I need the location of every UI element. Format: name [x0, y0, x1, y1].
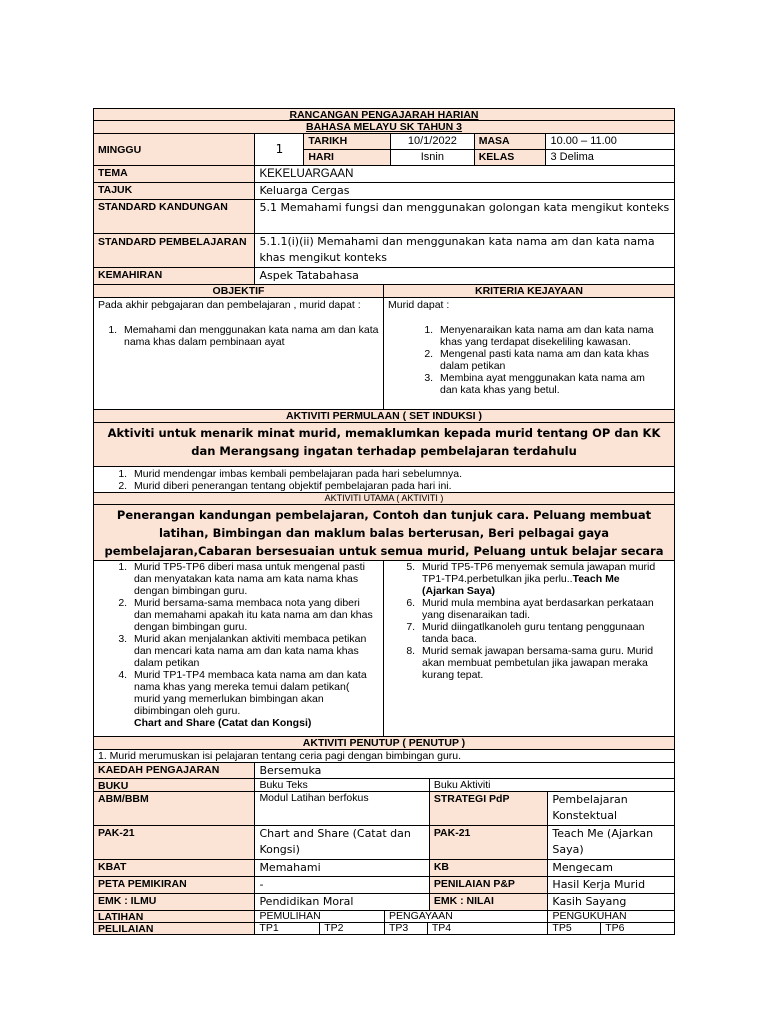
tp6-cell: TP6 [605, 923, 625, 934]
emk-nilai-label: EMK : NILAI [430, 894, 549, 910]
utama-item [418, 561, 664, 597]
strategi-label: STRATEGI PdP [430, 792, 549, 825]
kaedah-value: Bersemuka [259, 764, 322, 777]
objektif-content [94, 298, 384, 409]
kemahiran-row [93, 268, 675, 285]
tajuk-label: TAJUK [94, 183, 255, 199]
kriteria-item: 3. Membina ayat menggunakan kata nama am dan kata khas yang betul. [436, 372, 664, 396]
permulaan-list [98, 468, 670, 492]
lesson-plan-sheet [93, 108, 675, 935]
permulaan-header-row [93, 410, 675, 423]
kelas-value: 3 Delima [550, 151, 594, 163]
kriteria-list [388, 324, 670, 396]
title-row [93, 108, 675, 121]
kemahiran-label: KEMAHIRAN [94, 268, 255, 284]
pelilaian-row [93, 923, 675, 935]
utama-left-cell [94, 561, 384, 736]
pak21-value-2: Teach Me (Ajarkan Saya) [552, 827, 654, 856]
emk-nilai-value: Kasih Sayang [552, 895, 627, 908]
kelas-label: KELAS [475, 150, 547, 165]
utama-item: 8. Murid semak jawapan bersama-sama guru. Murid akan membuat pembetulan jika jawapan meraka kurang tepat. [418, 645, 664, 681]
peta-row [93, 877, 675, 894]
masa-label: MASA [475, 134, 547, 149]
objektif-list [98, 324, 379, 348]
tema-row [93, 166, 675, 183]
kb-label: KB [430, 860, 549, 876]
utama-right-cell [384, 561, 674, 736]
penutup-row [93, 750, 675, 763]
emk-ilmu-label: EMK : ILMU [94, 894, 255, 910]
pengukuhan-cell: PENGUKUHAN [552, 911, 627, 922]
tajuk-value: Keluarga Cergas [259, 184, 350, 197]
kriteria-intro: Murid dapat : [388, 299, 450, 311]
utama-item-text: Murid TP5-TP6 menyemak semula jawapan murid TP1-TP4.perbetulkan jika perlu.. [422, 561, 656, 585]
pak21-row [93, 826, 675, 860]
plan-subtitle: BAHASA MELAYU SK TAHUN 3 [94, 121, 674, 133]
tema-value: KEKELUARGAAN [259, 168, 354, 180]
utama-right-list [388, 561, 670, 681]
utama-item: 6. Murid mula membina ayat berdasarkan perkataan yang disenaraikan tadi. [418, 597, 664, 621]
objektif-heading: OBJEKTIF [94, 285, 384, 297]
kb-value: Mengecam [552, 861, 613, 874]
utama-header-row [93, 493, 675, 505]
penutup-text: 1. Murid merumuskan isi pelajaran tentang ceria pagi dengan bimbingan guru. [98, 750, 462, 762]
utama-item [130, 669, 375, 729]
tp3-cell: TP3 [385, 923, 428, 934]
minggu-value: 1 [255, 134, 304, 165]
permulaan-list-cell [94, 467, 674, 492]
penutup-header-row [93, 737, 675, 750]
subtitle-row [93, 121, 675, 134]
tp2-cell: TP2 [320, 923, 385, 934]
tarikh-value: 10/1/2022 [391, 134, 475, 149]
tp4-cell: TP4 [428, 923, 549, 934]
pemulihan-cell: PEMULIHAN [255, 911, 385, 922]
kemahiran-value: Aspek Tatabahasa [259, 269, 359, 282]
utama-item: 2. Murid bersama-sama membaca nota yang diberi dan memahami apakah itu kata nama am dan khas dengan bimbingan guru. [130, 597, 375, 633]
standard-kandungan-label: STANDARD KANDUNGAN [94, 200, 255, 233]
permulaan-item: 1. Murid mendengar imbas kembali pembelajaran pada hari sebelumnya. [130, 468, 670, 480]
utama-desc-row [93, 505, 675, 561]
kbat-value: Memahami [255, 860, 429, 876]
tp5-cell: TP5 [548, 923, 601, 934]
emk-ilmu-value: Pendidikan Moral [255, 894, 429, 910]
latihan-label: LATIHAN [94, 911, 255, 922]
pelilaian-label: PELILAIAN [94, 923, 255, 934]
kriteria-item: 1. Menyenaraikan kata nama am dan kata nama khas yang terdapat disekeliling kawasan. [436, 324, 664, 348]
kriteria-content [384, 298, 674, 409]
buku-label: BUKU [94, 779, 255, 791]
penilaian-label: PENILAIAN P&P [430, 877, 549, 893]
masa-value: 10.00 – 11.00 [550, 135, 617, 147]
utama-description: Penerangan kandungan pembelajaran, Contoh dan tunjuk cara. Peluang membuat latihan, Bimbingan dan maklum balas berterusan, Beri pelbagai gaya pembelajaran,Cabaran bersesuaian untuk semua murid, Peluang untuk belajar secara [94, 505, 674, 560]
minggu-label: MINGGU [94, 134, 255, 165]
teach-me-label: Teach Me (Ajarkan Saya) [422, 573, 620, 597]
standard-kandungan-row [93, 200, 675, 234]
standard-pembelajaran-value: 5.1.1(i)(ii) Memahami dan menggunakan kata nama am dan kata nama khas mengikut konteks [259, 235, 655, 264]
plan-title: RANCANGAN PENGAJARAH HARIAN [94, 109, 674, 120]
minggu-row [93, 134, 675, 166]
latihan-row [93, 911, 675, 923]
standard-pembelajaran-label: STANDARD PEMBELAJARAN [94, 234, 255, 267]
peta-value: - [255, 877, 429, 893]
emk-row [93, 894, 675, 911]
permulaan-desc-row [93, 423, 675, 467]
kbat-row [93, 860, 675, 877]
buku-teks: Buku Teks [255, 779, 429, 791]
kaedah-row [93, 763, 675, 779]
permulaan-item: 2. Murid diberi penerangan tentang objektif pembelajaran pada hari ini. [130, 480, 670, 492]
objektif-header-row [93, 285, 675, 298]
utama-item-text: Murid TP1-TP4 membaca kata nama am dan kata nama khas yang mereka temui dalam petikan( murid yang memerlukan bimbingan akan dibimbingan oleh guru. [134, 669, 367, 717]
standard-pembelajaran-row [93, 234, 675, 268]
pak21-label: PAK-21 [94, 826, 255, 859]
pengayaan-cell: PENGAYAAN [385, 911, 548, 922]
penutup-heading: AKTIVITI PENUTUP ( PENUTUP ) [94, 737, 674, 749]
tema-label: TEMA [94, 166, 255, 182]
buku-aktiviti: Buku Aktiviti [433, 779, 491, 791]
kaedah-label: KAEDAH PENGAJARAN [94, 763, 255, 778]
strategi-value: Pembelajaran Konstektual [552, 793, 628, 822]
objektif-content-row [93, 298, 675, 410]
pak21-label-2: PAK-21 [430, 826, 549, 859]
kriteria-heading: KRITERIA KEJAYAAN [384, 285, 674, 297]
pak21-value: Chart and Share (Catat dan Kongsi) [255, 826, 429, 859]
buku-row [93, 779, 675, 792]
abm-value: Modul Latihan berfokus [255, 792, 429, 825]
hari-value: Isnin [391, 150, 475, 165]
kriteria-item: 2. Mengenal pasti kata nama am dan kata khas dalam petikan [436, 348, 664, 372]
peta-label: PETA PEMIKIRAN [94, 877, 255, 893]
kbat-label: KBAT [94, 860, 255, 876]
permulaan-list-row [93, 467, 675, 493]
objektif-item: 1. Memahami dan menggunakan kata nama am dan kata nama khas dalam pembinaan ayat [120, 324, 379, 348]
abm-row [93, 792, 675, 826]
date-grid [304, 134, 674, 165]
utama-heading: AKTIVITI UTAMA ( AKTIVITI ) [94, 493, 674, 504]
hari-label: HARI [304, 150, 391, 165]
utama-content-row [93, 561, 675, 737]
standard-kandungan-value: 5.1 Memahami fungsi dan menggunakan golongan kata mengikut konteks [259, 201, 670, 214]
utama-item: 7. Murid diingatlkanoleh guru tentang penggunaan tanda baca. [418, 621, 664, 645]
objektif-intro: Pada akhir pebgajaran dan pembelajaran , murid dapat : [98, 299, 361, 311]
chart-and-share-label: Chart and Share (Catat dan Kongsi) [134, 717, 312, 729]
utama-left-list [98, 561, 379, 729]
permulaan-description: Aktiviti untuk menarik minat murid, memaklumkan kepada murid tentang OP dan KK dan Merangsang ingatan terhadap pembelajaran terdahulu [94, 423, 674, 466]
tarikh-label: TARIKH [304, 134, 391, 149]
abm-label: ABM/BBM [94, 792, 255, 825]
penilaian-value: Hasil Kerja Murid [552, 878, 646, 891]
utama-item: 3. Murid akan menjalankan aktiviti membaca petikan dan mencari kata nama am dan kata nama khas dalam petikan [130, 633, 375, 669]
tajuk-row [93, 183, 675, 200]
utama-item: 1. Murid TP5-TP6 diberi masa untuk mengenal pasti dan menyatakan kata nama am kata nama khas dengan bimbingan guru. [130, 561, 375, 597]
permulaan-heading: AKTIVITI PERMULAAN ( SET INDUKSI ) [94, 410, 674, 422]
tp1-cell: TP1 [255, 923, 320, 934]
